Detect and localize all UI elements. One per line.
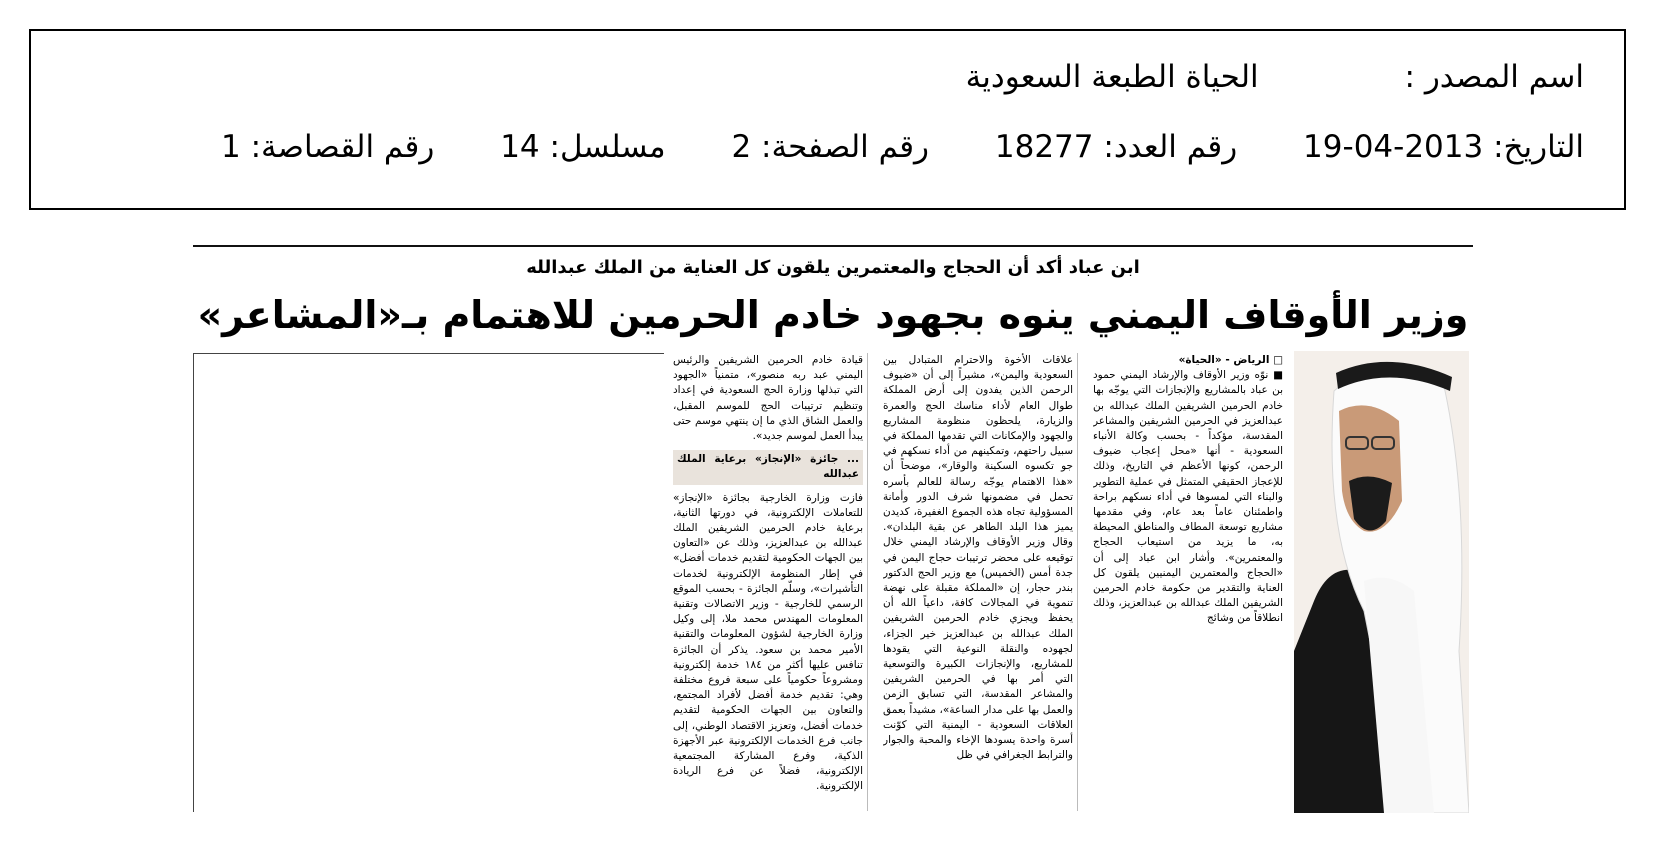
source-line: [910, 59, 1584, 95]
issue-field: رقم العدد: 18277: [994, 129, 1238, 165]
column-3-bottom-text: فازت وزارة الخارجية بجائزة «الإنجاز» للتعاملات الإلكترونية، في دورتها الثانية، برعاية خادم الحرمين الشريفين الملك عبدالله بن عبدالعزيز، وذلك عن «التعاون بين الجهات الحكومية لتقديم خدمات أفضل» في إطار المنظومة الإلكترونية لخدمات التأشيرات»، وسلّم الجائزة - بحسب الموقع الرسمي للخارجية - وزير الاتصالات وتقنية المعلومات المهندس محمد ملا، إلى وكيل وزارة الخارجية لشؤون المعلومات والتقنية الأمير محمد بن سعود. يذكر أن الجائزة تنافس عليها أكثر من ١٨٤ خدمة إلكترونية ومشروعاً حكومياً على سبعة فروع مختلفة وهي: تقديم خدمة أفضل لأفراد المجتمع، والتعاون بين الجهات الحكومية لتقديم خدمات أفضل، وتعزيز الاقتصاد الوطني، إلى جانب فرع الخدمات الإلكترونية عبر الأجهزة الذكية، وفرع المشاركة المجتمعية الإلكترونية، فضلاً عن فرع الريادة الإلكترونية.: [673, 491, 863, 793]
clip-field: رقم القصاصة: 1: [221, 129, 435, 165]
article-column-3: [673, 353, 863, 811]
newspaper-clipping: [193, 245, 1473, 820]
page-field: رقم الصفحة: 2: [731, 129, 930, 165]
portrait-photo-icon: [1294, 351, 1469, 813]
article-column-2: [883, 353, 1073, 811]
date-field: التاريخ: 2013-04-19: [1303, 129, 1584, 165]
serial-field: مسلسل: 14: [500, 129, 666, 165]
metadata-box: [29, 29, 1626, 210]
column-1-text: ■ نوّه وزير الأوقاف والإرشاد اليمني حمود بن عباد بالمشاريع والإنجازات التي يوجّه بها خادم الحرمين الشريفين الملك عبدالله بن عبدالعزيز في الحرمين الشريفين والمشاعر المقدسة، مؤكداً - بحسب وكالة الأنباء السعودية - أنها «محل إعجاب ضيوف الرحمن، كونها الأعظم في التاريخ، وذلك للإعجاز الحقيقي المتمثل في عملية التطوير والبناء التي لمسوها في أداء نسكهم براحة واطمئنان عاماً بعد عام، وفي مقدمها مشاريع توسعة المطاف والمناطق المحيطة به، ما يزيد من استيعاب الحجاج والمعتمرين». وأشار ابن عباد إلى أن «الحجاج والمعتمرين اليمنيين يلقون كل العناية والتقدير من حكومة خادم الحرمين الشريفين الملك عبدالله بن عبدالعزيز، وذلك انطلاقاً من وشائج: [1093, 369, 1283, 625]
article-headline: وزير الأوقاف اليمني ينوه بجهود خادم الحرمين للاهتمام بـ«المشاعر»: [197, 293, 1469, 337]
blank-area: [193, 353, 664, 812]
article-subhead: ... جائزة «الإنجاز» برعاية الملك عبدالله: [673, 450, 863, 484]
column-2-text: علاقات الأخوة والاحترام المتبادل بين السعودية واليمن»، مشيراً إلى أن «ضيوف الرحمن الذين يفدون إلى أرض المملكة طوال العام لأداء مناسك الحج والعمرة والزيارة، يلحظون منظومة المشاريع والجهود والإمكانات التي تقدمها المملكة في سبيل راحتهم، وتمكينهم من أداء نسكهم في جو تكسوه السكينة والوقار»، موضحاً أن «هذا الاهتمام يوجّه رسالة للعالم بأسره تحمل في مضمونها شرف الدور وأمانة المسؤولية تجاه هذه الجموع الغفيرة، كديدن يميز هذا البلد الطاهر عن بقية البلدان». وقال وزير الأوقاف والإرشاد اليمني خلال توقيعه على محضر ترتيبات حجاج اليمن في جدة أمس (الخميس) مع وزير الحج الدكتور بندر حجار، إن «المملكة مقبلة على نهضة تنموية في المجالات كافة، داعياً الله أن يحفظ ويجزي خادم الحرمين الشريفين الملك عبدالله بن عبدالعزيز خير الجزاء، لجهوده والنقلة النوعية التي يقودها للمشاريع، والإنجازات الكبيرة والتوسعية التي أمر بها في الحرمين الشريفين والمشاعر المقدسة، التي تسابق الزمن والعمل بها على مدار الساعة»، مشيداً بعمق العلاقات السعودية - اليمنية التي كوّنت أسرة واحدة يسودها الإخاء والمحبة والجوار والترابط الجغرافي في ظل: [883, 354, 1073, 762]
column-3-top-text: قيادة خادم الحرمين الشريفين والرئيس اليمني عبد ربه منصور»، متمنياً «الجهود التي تبذلها وزارة الحج السعودية في إعداد وتنظيم ترتيبات الحج للموسم المقبل، والعمل الشاق الذي ما إن ينتهي موسم حتى يبدأ العمل لموسم جديد».: [673, 354, 863, 443]
info-line: [165, 129, 1584, 165]
article-dateline: □ الرياض - «الحياة»: [1178, 354, 1283, 366]
article-columns: [673, 353, 1283, 815]
source-value: الحياة الطبعة السعودية: [965, 59, 1259, 95]
top-rule: [193, 245, 1473, 247]
source-label: اسم المصدر :: [1404, 59, 1584, 95]
article-kicker: ابن عباد أكد أن الحجاج والمعتمرين يلقون كل العناية من الملك عبدالله: [526, 257, 1140, 278]
portrait-illustration: [1294, 351, 1469, 813]
article-column-1: [1093, 353, 1283, 811]
